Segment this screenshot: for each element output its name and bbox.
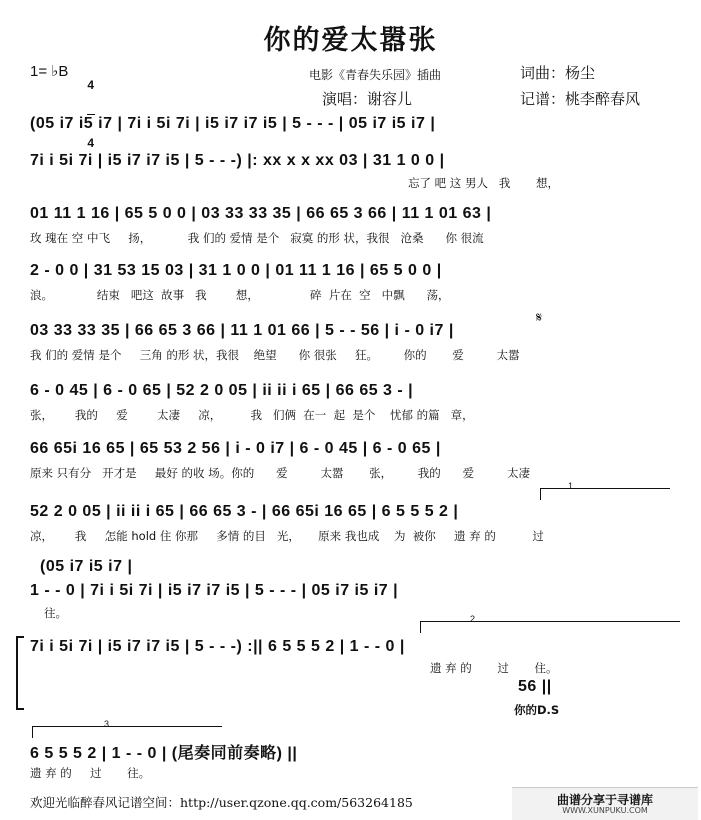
time-signature-bottom: 4	[87, 136, 95, 150]
footer-credit: 欢迎光临醉春风记谱空间：http://user.qzone.qq.com/563264185	[30, 795, 413, 810]
singer-credit: 演唱：谢容儿	[322, 90, 413, 108]
volta-2-number: 2	[470, 614, 476, 624]
watermark-main: 曲谱分享于寻谱库	[556, 793, 653, 807]
score-row-12-lyrics: 遗 弃 的 过 往。	[30, 766, 151, 780]
score-row-8-notes: 52 2 0 05 | ii ii i 65 | 66 65 3 - | 66 65i 16 65 | 6 5 5 5 2 |	[30, 503, 459, 520]
score-row-9-prelude-notes: (05 i7 i5 i7 |	[40, 558, 133, 575]
key-signature: 1= ♭B	[30, 63, 69, 80]
score-row-5-notes: 03 33 33 35 | 66 65 3 66 | 11 1 01 66 | 5 - - 56 | i - 0 i7 |	[30, 322, 454, 339]
score-row-1-notes: (05 i7 i5 i7 | 7i i 5i 7i | i5 i7 i7 i5 | 5 - - - | 05 i7 i5 i7 |	[30, 115, 436, 132]
lyricist-composer: 词曲：杨尘	[520, 64, 596, 82]
score-row-4-notes: 2 - 0 0 | 31 53 15 03 | 31 1 0 0 | 01 11 1 16 | 65 5 0 0 |	[30, 262, 442, 279]
watermark-sub: WWW.XUNPUKU.COM	[562, 806, 648, 815]
song-title: 你的爱太嚣张	[263, 25, 438, 56]
time-signature-top: 4	[87, 78, 95, 92]
score-row-12-notes: 6 5 5 5 2 | 1 - - 0 | (尾奏同前奏略) ||	[30, 745, 298, 762]
volta-1-bracket	[540, 488, 670, 489]
score-row-10-notes: 7i i 5i 7i | i5 i7 i7 i5 | 5 - - -) :|| 6 5 5 5 2 | 1 - - 0 |	[30, 638, 405, 655]
transcriber-credit: 记谱：桃李醉春风	[520, 90, 641, 108]
score-row-6-lyrics: 张， 我的 爱 太凄 凉， 我 们俩 在一 起 是个 忧郁 的篇 章，	[30, 408, 474, 422]
score-row-7-lyrics: 原来 只有分 开才是 最好 的收 场。你的 爱 太嚣 张， 我的 爱 太凄	[30, 466, 531, 480]
volta-1-bracket-end	[540, 488, 541, 500]
score-row-9-lyrics: 往。	[44, 606, 67, 620]
volta-2-bracket-end	[420, 621, 421, 633]
score-row-10-lyrics: 遗 弃 的 过 住。	[430, 661, 558, 675]
score-row-11-lyrics: 你的D.S	[514, 703, 560, 717]
score-row-2-lyrics: 忘了 吧 这 男人 我 想，	[408, 176, 560, 190]
film-credit: 电影《青春失乐园》插曲	[309, 68, 442, 82]
volta-3-number: 3	[104, 719, 110, 729]
repeat-brace	[16, 636, 24, 710]
volta-3-bracket-end	[32, 726, 33, 738]
score-row-5-lyrics: 我 们的 爱情 是个 三角 的形 状，我很 绝望 你 很张 狂。 你的 爱 太嚣	[30, 348, 520, 362]
volta-1-number: 1	[568, 481, 574, 491]
score-row-4-lyrics: 浪。 结束 吧这 故事 我 想， 碎 片在 空 中飘 荡，	[30, 288, 450, 302]
volta-3-bracket	[32, 726, 222, 727]
score-row-2-notes: 7i i 5i 7i | i5 i7 i7 i5 | 5 - - -) |: xx x x xx 03 | 31 1 0 0 |	[30, 152, 445, 169]
score-row-9-notes: 1 - - 0 | 7i i 5i 7i | i5 i7 i7 i5 | 5 - - - | 05 i7 i5 i7 |	[30, 582, 399, 599]
score-row-3-notes: 01 11 1 16 | 65 5 0 0 | 03 33 33 35 | 66 65 3 66 | 11 1 01 63 |	[30, 205, 492, 222]
segno-icon: 𝄋	[536, 310, 543, 326]
score-row-7-notes: 66 65i 16 65 | 65 53 2 56 | i - 0 i7 | 6 - 0 45 | 6 - 0 65 |	[30, 440, 441, 457]
score-row-6-notes: 6 - 0 45 | 6 - 0 65 | 52 2 0 05 | ii ii i 65 | 66 65 3 - |	[30, 382, 414, 399]
volta-2-bracket	[420, 621, 680, 622]
score-row-3-lyrics: 玫 瑰在 空 中飞 扬， 我 们的 爱情 是个 寂寞 的形 状，我很 沧桑 你 很流	[30, 231, 484, 245]
score-row-8-lyrics: 凉， 我 怎能 hold 住 你那 多情 的目 光， 原来 我也成 为 被你 遗 弃 的 过	[30, 529, 544, 543]
score-row-11-notes: 56 ||	[518, 678, 552, 695]
